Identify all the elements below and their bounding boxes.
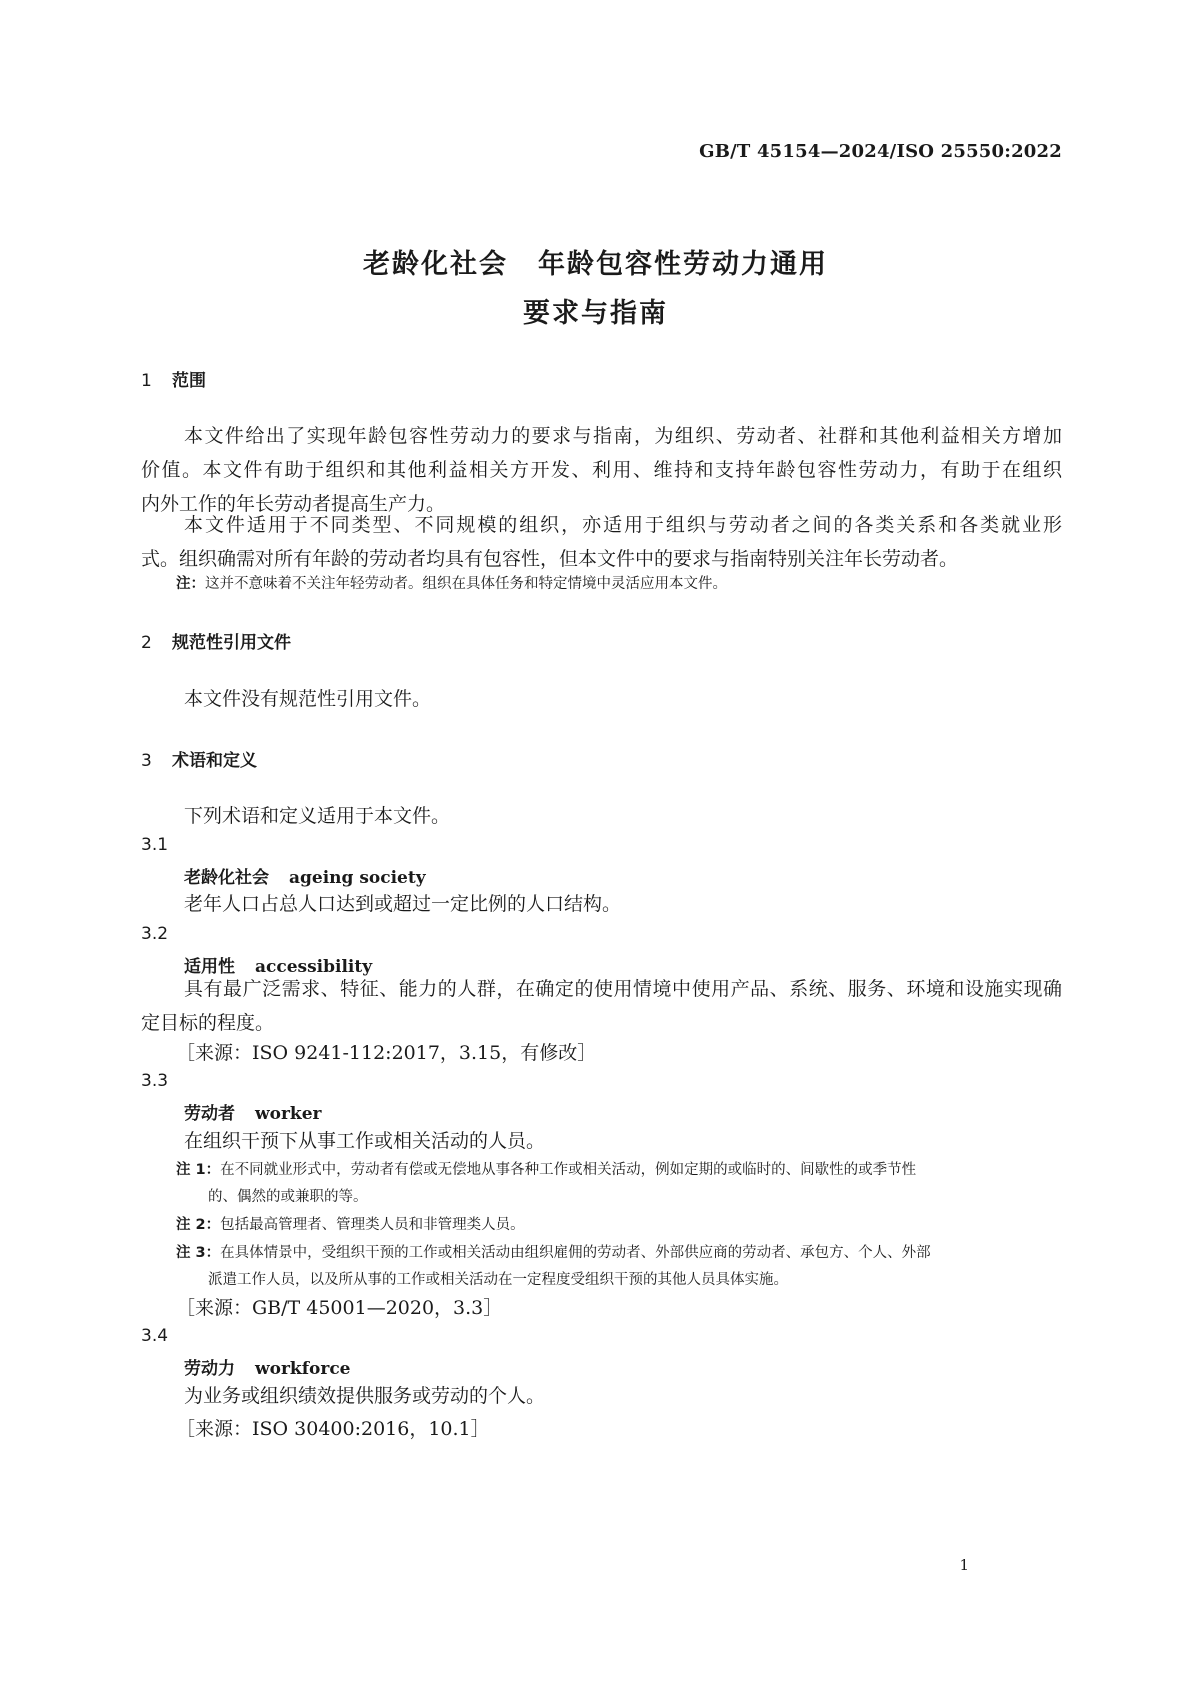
section-number: 2	[141, 633, 152, 653]
section-number: 3	[141, 751, 152, 771]
text-line: 式。组织确需对所有年龄的劳动者均具有包容性，但本文件中的要求与指南特别关注年长劳动者。	[141, 548, 959, 570]
term-definition: 在组织干预下从事工作或相关活动的人员。	[184, 1130, 546, 1152]
term-note-1	[176, 1158, 916, 1179]
term-zh: 老龄化社会	[184, 868, 269, 888]
section-title: 范围	[172, 371, 206, 391]
scope-paragraph-2	[141, 508, 1062, 576]
note-label: 注 2：	[176, 1217, 221, 1233]
term-note-3	[176, 1241, 931, 1262]
text-line: 本文件给出了实现年龄包容性劳动力的要求与指南，为组织、劳动者、社群和其他利益相关方增加	[184, 425, 1062, 447]
section-title: 术语和定义	[172, 751, 257, 771]
scope-note	[176, 572, 727, 593]
term-en: workforce	[255, 1359, 351, 1379]
text-line: 定目标的程度。	[141, 1012, 275, 1034]
term-heading	[184, 1099, 321, 1124]
note-text: 这并不意味着不关注年轻劳动者。组织在具体任务和特定情境中灵活应用本文件。	[205, 576, 727, 592]
section-number: 1	[141, 371, 152, 391]
term-source: ［来源：ISO 30400:2016，10.1］	[176, 1418, 490, 1440]
term-note-3-cont: 派遣工作人员，以及所从事的工作或相关活动在一定程度受组织干预的其他人员具体实施。	[208, 1272, 788, 1288]
standard-number: GB/T 45154—2024/ISO 25550:2022	[699, 141, 1062, 162]
text-line: 具有最广泛需求、特征、能力的人群，在确定的使用情境中使用产品、系统、服务、环境和设施实现确	[184, 978, 1062, 1000]
term-heading	[184, 863, 426, 888]
note-label: 注：	[176, 576, 205, 592]
term-heading	[184, 1354, 350, 1379]
document-title	[0, 242, 1191, 281]
scope-paragraph-1	[141, 419, 1062, 521]
title-part2: 年龄包容性劳动力通用	[538, 249, 828, 280]
section-heading-terms	[141, 746, 257, 771]
term-definition: 老年人口占总人口达到或超过一定比例的人口结构。	[184, 893, 622, 915]
page-number: 1	[959, 1556, 969, 1574]
note-text: 包括最高管理者、管理类人员和非管理类人员。	[220, 1217, 525, 1233]
term-note-1-cont: 的、偶然的或兼职的等。	[208, 1189, 368, 1205]
term-number: 3.3	[141, 1071, 169, 1091]
text-line: 价值。本文件有助于组织和其他利益相关方开发、利用、维持和支持年龄包容性劳动力，有助于在组织	[141, 459, 1062, 481]
term-en: worker	[255, 1104, 322, 1124]
title-part1: 老龄化社会	[363, 249, 508, 280]
term-zh: 劳动力	[184, 1359, 235, 1379]
section-title: 规范性引用文件	[172, 633, 291, 653]
term-en: accessibility	[255, 957, 373, 977]
note-label: 注 1：	[176, 1162, 221, 1178]
note-text: 在不同就业形式中，劳动者有偿或无偿地从事各种工作或相关活动，例如定期的或临时的、间歇性的或季节性	[220, 1162, 917, 1178]
text-line: 本文件适用于不同类型、不同规模的组织，亦适用于组织与劳动者之间的各类关系和各类就业形	[184, 514, 1062, 536]
term-note-2	[176, 1213, 525, 1234]
term-zh: 适用性	[184, 957, 235, 977]
normative-paragraph: 本文件没有规范性引用文件。	[184, 688, 432, 710]
section-heading-scope	[141, 366, 206, 391]
term-number: 3.4	[141, 1326, 169, 1346]
note-text: 在具体情景中，受组织干预的工作或相关活动由组织雇佣的劳动者、外部供应商的劳动者、承包方、个人、外部	[220, 1245, 931, 1261]
note-label: 注 3：	[176, 1245, 221, 1261]
term-source: ［来源：ISO 9241-112:2017，3.15，有修改］	[176, 1042, 597, 1064]
term-definition: 为业务或组织绩效提供服务或劳动的个人。	[184, 1385, 546, 1407]
section-heading-normative	[141, 628, 291, 653]
term-number: 3.2	[141, 924, 169, 944]
terms-intro: 下列术语和定义适用于本文件。	[184, 805, 451, 827]
term-zh: 劳动者	[184, 1104, 235, 1124]
term-definition	[141, 972, 1062, 1040]
text-line: 内外工作的年长劳动者提高生产力。	[141, 493, 446, 515]
term-en: ageing society	[289, 868, 426, 888]
document-subtitle: 要求与指南	[523, 298, 668, 329]
term-number: 3.1	[141, 835, 169, 855]
term-source: ［来源：GB/T 45001—2020，3.3］	[176, 1297, 503, 1319]
